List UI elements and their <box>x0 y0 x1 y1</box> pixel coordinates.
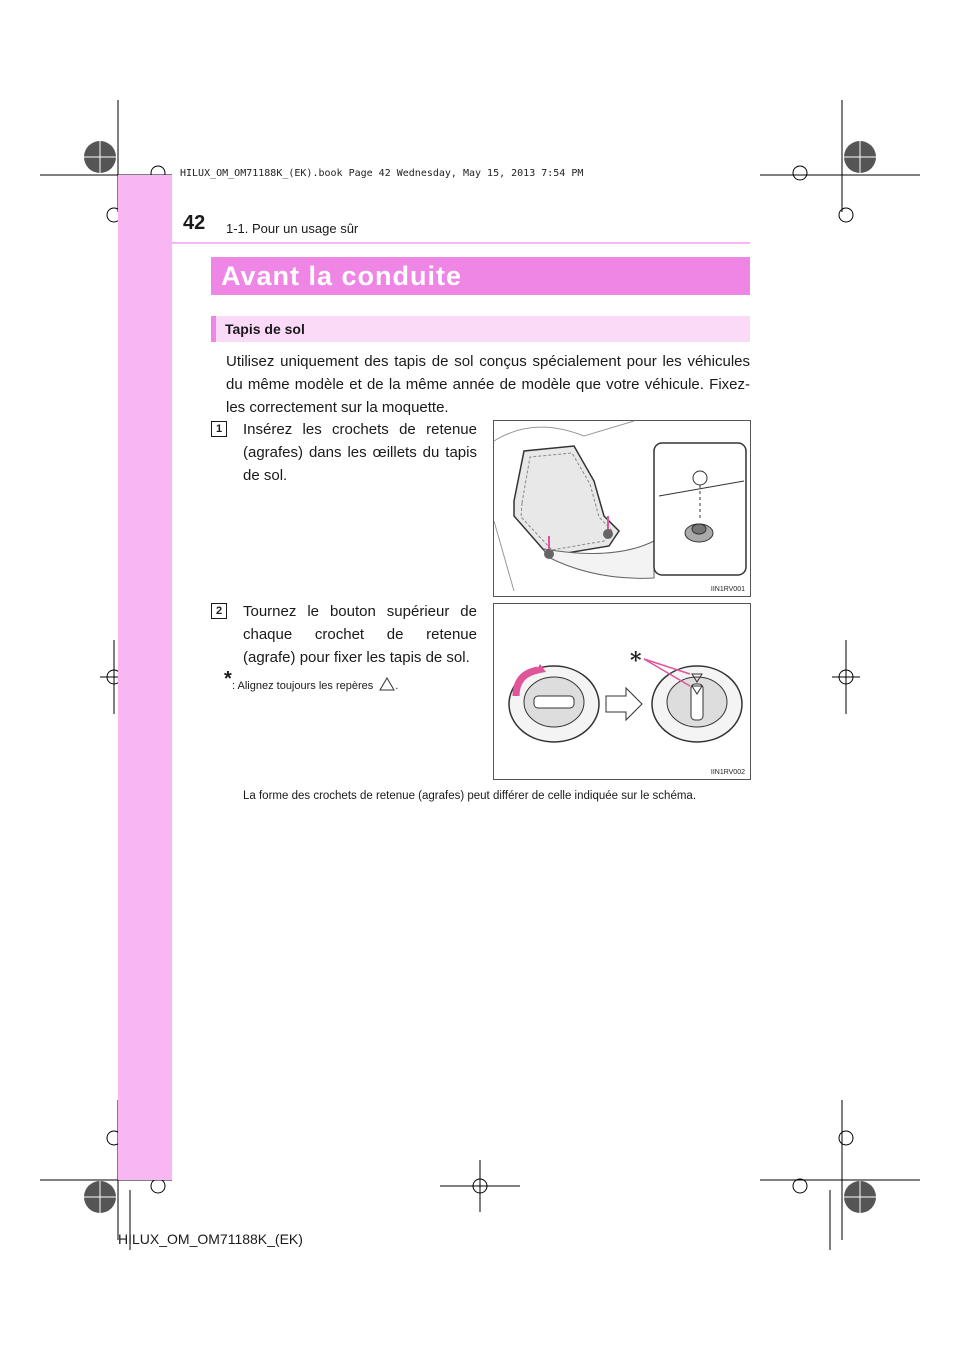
file-stamp: HILUX_OM_OM71188K_(EK).book Page 42 Wednesday, May 15, 2013 7:54 PM <box>180 168 584 179</box>
svg-text:*: * <box>630 648 642 674</box>
figure-1-code: IIN1RV001 <box>710 586 745 593</box>
note-text <box>232 677 398 692</box>
floor-mat-illustration <box>494 421 750 596</box>
intro-paragraph: Utilisez uniquement des tapis de sol conçus spécialement pour les véhicules du même modèle et de la même année de modèle que votre véhicule. Fixez-les correctement sur la moquette. <box>226 353 750 416</box>
figure-2-code: IIN1RV002 <box>710 769 745 776</box>
step-2-text: Tournez le bouton supérieur de chaque crochet de retenue (agrafe) pour fixer les tapis de sol. <box>243 603 477 666</box>
section-title: Avant la conduite <box>221 261 463 291</box>
step-1-text: Insérez les crochets de retenue (agrafes) dans les œillets du tapis de sol. <box>243 421 477 484</box>
note-period: . <box>395 680 399 692</box>
footnote: La forme des crochets de retenue (agrafes) peut différer de celle indiquée sur le schéma. <box>243 790 697 802</box>
header-rule <box>118 242 750 244</box>
figure-hook-rotation <box>493 603 751 780</box>
step-2-number: 2 <box>211 603 227 619</box>
hook-rotation-illustration <box>494 604 750 779</box>
step-1-number: 1 <box>211 421 227 437</box>
running-head: 1-1. Pour un usage sûr <box>226 221 359 236</box>
section-title-banner <box>211 257 750 295</box>
subsection-title: Tapis de sol <box>225 321 305 337</box>
note-label: : Alignez toujours les repères <box>232 680 374 692</box>
note-marker: * <box>224 668 232 690</box>
footer-code: HILUX_OM_OM71188K_(EK) <box>118 1231 303 1247</box>
subsection-banner <box>211 316 750 342</box>
figure-floor-mat-hooks <box>493 420 751 597</box>
triangle-mark-icon <box>379 677 395 691</box>
page-number: 42 <box>183 212 206 234</box>
chapter-tab-bar <box>118 175 172 1180</box>
subsection-accent <box>211 316 216 342</box>
